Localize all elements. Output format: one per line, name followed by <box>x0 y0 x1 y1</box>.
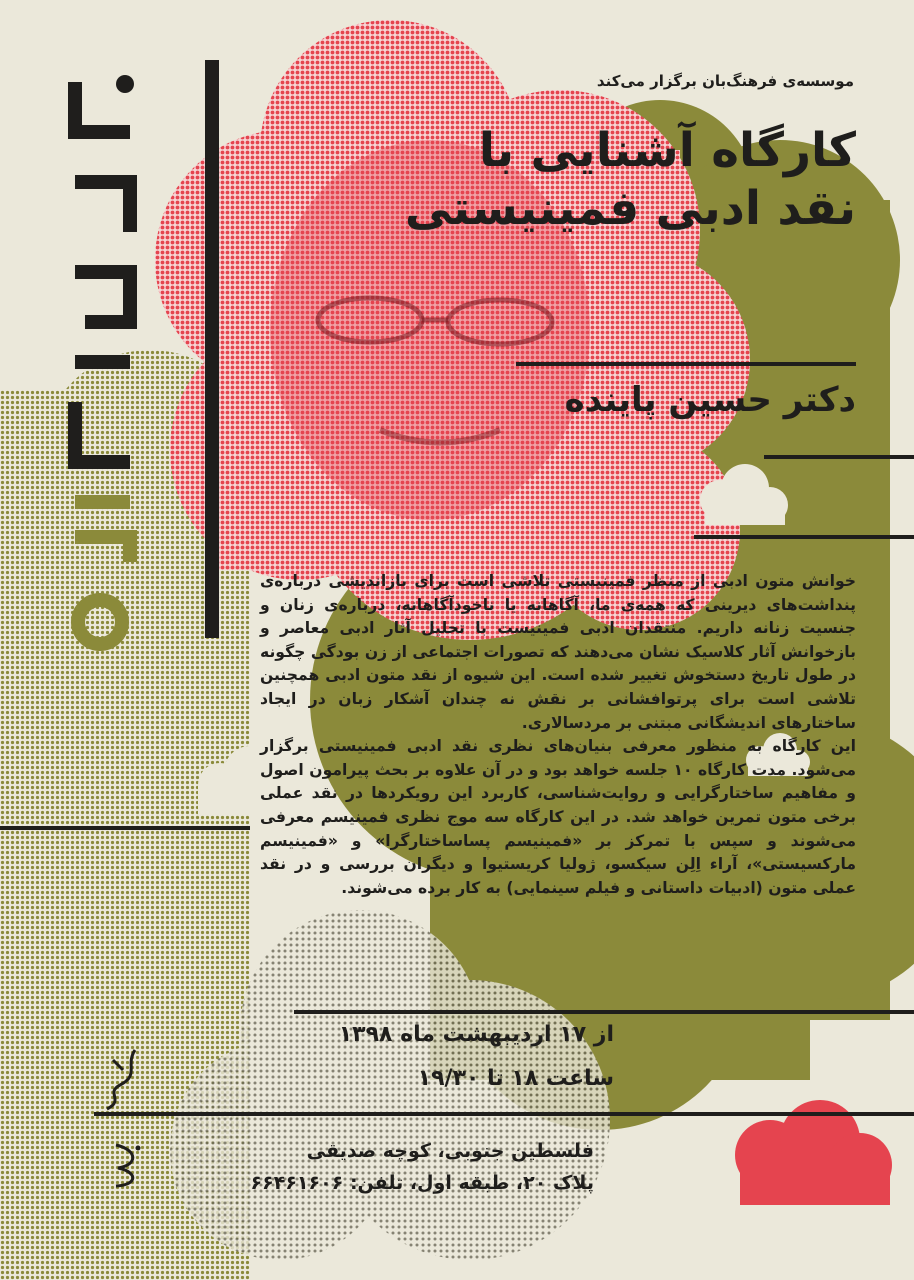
event-time: ساعت ۱۸ تا ۱۹/۳۰ <box>417 1066 614 1091</box>
description-paragraph-1: خوانش متون ادبی از منظر فمینیستی تلاشی است برای بازاندیشی درباره‌ی پنداشت‌های دیرینی که همه‌ی ما، آگاهانه یا ناخودآگاهانه، درباره‌ی زنان و جنسیت زنانه داریم. منتقدان ادبی فمینیست با تحلیل آثار ادبی معاصر و بازخوانش آثار کلاسیک نشان می‌دهند که تصورات اجتماعی از زن بودگی چگونه در طول تاریخ دستخوش تغییر شده است. این شیوه از نقد متون ادبی همچنین تلاشی است برای پرتوافشانی بر نقش نه چندان آشکار زبان در ایجاد ساختارهای اندیشگانی مبتنی بر مردسالاری. <box>260 572 856 732</box>
title-line-2: نقد ادبی فمینیستی <box>404 181 856 236</box>
rule-above-address <box>94 1112 914 1116</box>
description <box>260 570 856 900</box>
farhangban-logo-icon <box>95 1045 145 1115</box>
address-line-2: پلاک ۲۰، طبقه اول، تلفن: ۶۶۴۶۱۶۰۶ <box>250 1172 594 1194</box>
page-title <box>336 122 856 238</box>
rule-right-short <box>764 455 914 459</box>
speaker-name: دکتر حسین پاینده <box>564 380 856 420</box>
address-line-1: فلسطین جنوبی، کوچه صدیقی <box>306 1140 594 1162</box>
rule-above-date <box>294 1010 914 1014</box>
bookstore-logo-icon <box>108 1140 148 1190</box>
title-line-1: کارگاه آشنایی با <box>478 123 856 178</box>
rule-left <box>0 826 250 830</box>
event-date: از ۱۷ اردیبهشت ماه ۱۳۹۸ <box>338 1022 614 1047</box>
vertical-bar <box>205 60 219 638</box>
description-paragraph-2: این کارگاه به منظور معرفی بنیان‌های نظری نقد ادبی فمینیستی برگزار می‌شود. مدت کارگاه ۱۰ جلسه خواهد بود و در آن علاوه بر بحث پیرامون اصول و مفاهیم ساختارگرایی و روایت‌شناسی، کاربرد این رویکردها در نقد عملی برخی متون تمرین خواهد شد. در این کارگاه سه موج نظری فمینیسم معرفی می‌شوند و سپس با تمرکز بر «فمینیسم پساساختارگرا» و «فمینیسم مارکسیستی»، آراء اِلِن سیکسو، ژولیا کریستیوا و دیگران بررسی و در نقد عملی متون (ادبیات داستانی و فیلم سینمایی) به کار برده می‌شوند. <box>260 737 856 897</box>
rule-above-speaker <box>516 362 856 366</box>
brand-logo-vertical-mark <box>55 62 150 662</box>
rule-right-mid <box>694 535 914 539</box>
brand-logo-vertical <box>55 62 150 662</box>
organizer-text: موسسه‌ی فرهنگ‌بان برگزار می‌کند <box>596 72 854 90</box>
